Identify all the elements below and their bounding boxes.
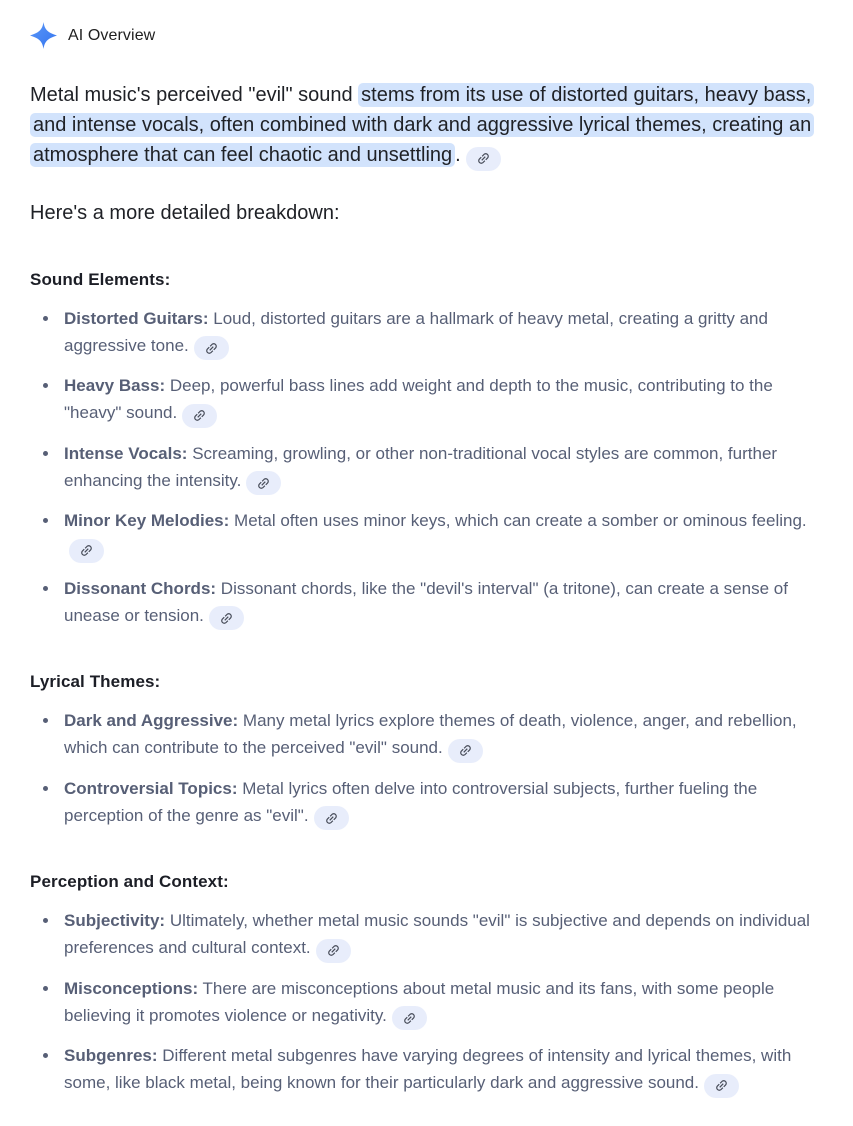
intro-paragraph: [30, 80, 823, 171]
link-icon: [476, 151, 491, 166]
list-item: [30, 775, 823, 831]
section-heading: Sound Elements:: [30, 269, 171, 289]
intro-suffix: .: [455, 144, 461, 166]
item-text: Deep, powerful bass lines add weight and depth to the music, contributing to the "heavy" sound.: [64, 376, 773, 422]
item-term: Intense Vocals:: [64, 443, 188, 463]
list-item: [30, 907, 823, 963]
list-item: [30, 372, 823, 428]
item-text: There are misconceptions about metal music and its fans, with some people believing it promotes violence or negativity.: [64, 978, 775, 1025]
citation-chip[interactable]: [392, 1006, 427, 1030]
citation-chip[interactable]: [194, 336, 229, 360]
citation-chip[interactable]: [209, 606, 244, 630]
citation-chip[interactable]: [69, 539, 104, 563]
item-text: Dissonant chords, like the "devil's interval" (a tritone), can create a sense of unease or tension.: [64, 578, 788, 625]
list-item: [30, 440, 823, 496]
link-icon: [204, 341, 219, 356]
citation-chip[interactable]: [246, 471, 281, 495]
intro-prefix: Metal music's perceived "evil" sound: [30, 84, 359, 106]
section-lyrical-themes: [30, 672, 823, 830]
citation-chip[interactable]: [448, 739, 483, 763]
link-icon: [219, 611, 234, 626]
item-text: Metal lyrics often delve into controversial subjects, further fueling the perception of the genre as "evil".: [64, 778, 758, 825]
item-term: Controversial Topics:: [64, 778, 238, 798]
list-item: [30, 707, 823, 763]
breakdown-intro: Here's a more detailed breakdown:: [30, 201, 340, 224]
item-term: Subjectivity:: [64, 911, 166, 930]
list-item: [30, 975, 823, 1031]
ai-overview-title: AI Overview: [68, 26, 156, 44]
item-term: Dissonant Chords:: [64, 578, 217, 598]
list-item: [30, 575, 823, 631]
item-term: Heavy Bass:: [64, 376, 166, 395]
link-icon: [192, 408, 207, 423]
item-term: Misconceptions:: [64, 978, 199, 998]
list-item: [30, 507, 823, 563]
item-text: Loud, distorted guitars are a hallmark of heavy metal, creating a gritty and aggressive tone.: [64, 308, 768, 355]
citation-chip[interactable]: [466, 147, 501, 171]
item-term: Subgenres:: [64, 1046, 158, 1065]
bullet-list: [30, 305, 823, 631]
bullet-list: [30, 707, 823, 830]
link-icon: [402, 1011, 417, 1026]
item-term: Distorted Guitars:: [64, 308, 209, 328]
item-term: Minor Key Melodies:: [64, 511, 230, 530]
citation-chip[interactable]: [704, 1074, 739, 1098]
link-icon: [458, 743, 473, 758]
citation-chip[interactable]: [182, 404, 217, 428]
section-perception-and-context: [30, 872, 823, 1098]
citation-chip[interactable]: [314, 806, 349, 830]
item-text: Different metal subgenres have varying degrees of intensity and lyrical themes, with some, like black metal, being known for their particularly dark and aggressive sound.: [64, 1046, 792, 1092]
section-heading: Perception and Context:: [30, 872, 229, 891]
list-item: [30, 305, 823, 361]
ai-sparkle-icon: [30, 22, 57, 49]
link-icon: [324, 811, 339, 826]
link-icon: [256, 476, 271, 491]
section-heading: Lyrical Themes:: [30, 672, 161, 691]
item-text: Metal often uses minor keys, which can create a somber or ominous feeling.: [234, 511, 807, 530]
item-text: Screaming, growling, or other non-traditional vocal styles are common, further enhancing the intensity.: [64, 443, 778, 490]
item-term: Dark and Aggressive:: [64, 711, 239, 730]
highlighted-claim: stems from its use of distorted guitars, heavy bass, and intense vocals, often combined with dark and aggressive lyrical themes, creating an atmosphere that can feel chaotic and unsettling: [30, 83, 814, 167]
list-item: [30, 1042, 823, 1098]
bullet-list: [30, 907, 823, 1098]
citation-chip[interactable]: [316, 939, 351, 963]
link-icon: [326, 943, 341, 958]
ai-overview-header: [30, 22, 823, 49]
item-text: Ultimately, whether metal music sounds "evil" is subjective and depends on individual preferences and cultural context.: [64, 911, 810, 957]
item-text: Many metal lyrics explore themes of death, violence, anger, and rebellion, which can contribute to the perceived "evil" sound.: [64, 711, 797, 757]
link-icon: [79, 543, 94, 558]
link-icon: [714, 1078, 729, 1093]
section-sound-elements: [30, 270, 823, 631]
